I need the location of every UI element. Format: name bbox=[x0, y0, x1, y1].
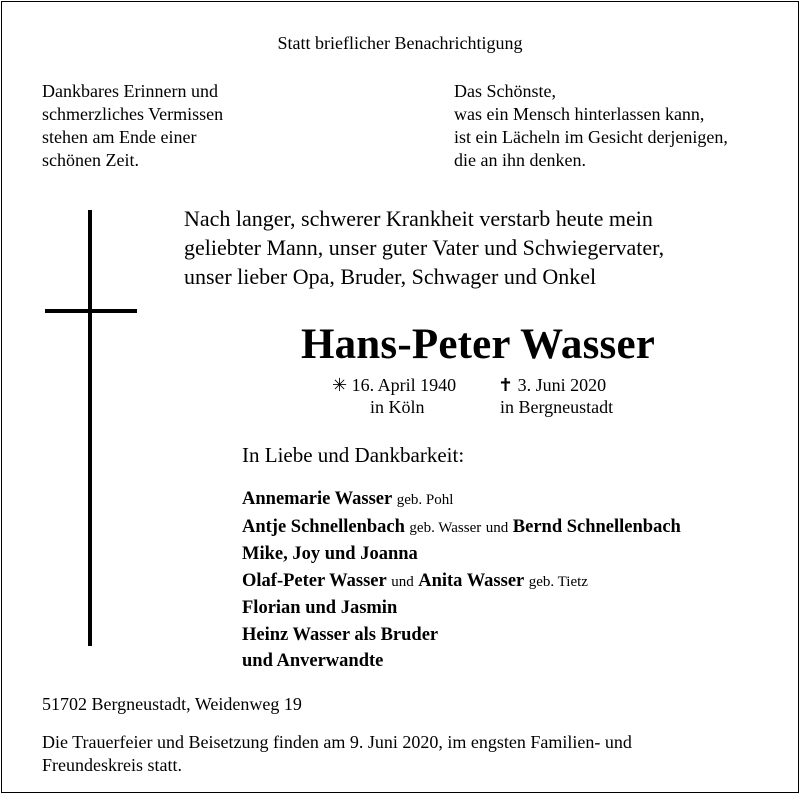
mourner-conjunction: und bbox=[391, 573, 414, 590]
mourner-name: Anita Wasser bbox=[418, 570, 525, 591]
quote-right bbox=[454, 80, 728, 172]
mourner-name: Florian und Jasmin bbox=[242, 598, 398, 618]
quote-right-line: ist ein Lächeln im Gesicht derjenigen, bbox=[454, 127, 728, 147]
mourner-line bbox=[242, 541, 681, 568]
mourner-note: geb. Pohl bbox=[396, 492, 454, 508]
mourner-name: Antje Schnellenbach bbox=[242, 516, 405, 537]
birth-place: in Köln bbox=[370, 397, 425, 417]
mourners-intro: In Liebe und Dankbarkeit: bbox=[242, 443, 465, 467]
memorial-cross-bar bbox=[45, 309, 137, 313]
mourner-name: Bernd Schnellenbach bbox=[512, 516, 681, 537]
quote-left-line: stehen am Ende einer bbox=[42, 127, 197, 147]
quote-right-line: die an ihn denken. bbox=[454, 150, 586, 170]
birth-info bbox=[332, 374, 456, 418]
funeral-notice-line: Die Trauerfeier und Beisetzung finden am 9. Juni 2020, im engsten Familien- und bbox=[42, 732, 632, 752]
quote-left-line: schmerzliches Vermissen bbox=[42, 104, 224, 124]
mourner-name: Olaf-Peter Wasser bbox=[242, 570, 387, 591]
mourner-line bbox=[242, 568, 681, 596]
memorial-cross-icon bbox=[88, 210, 92, 646]
death-date: 3. Juni 2020 bbox=[517, 375, 607, 395]
mourner-line bbox=[242, 595, 681, 622]
mourner-name: Annemarie Wasser bbox=[242, 489, 393, 509]
funeral-notice-line: Freundeskreis statt. bbox=[42, 755, 182, 775]
mourner-name: Mike, Joy und Joanna bbox=[242, 544, 418, 564]
death-place: in Bergneustadt bbox=[500, 397, 614, 417]
quote-right-line: Das Schönste, bbox=[454, 81, 556, 101]
announcement-line: geliebter Mann, unser guter Vater und Schwiegervater, bbox=[184, 235, 665, 260]
mourner-name: und Anverwandte bbox=[242, 651, 384, 671]
mourner-line bbox=[242, 622, 681, 649]
header-title: Statt brieflicher Benachrichtigung bbox=[277, 33, 523, 53]
quote-right-line: was ein Mensch hinterlassen kann, bbox=[454, 104, 705, 124]
quote-left-line: schönen Zeit. bbox=[42, 150, 139, 170]
mourner-line bbox=[242, 648, 681, 675]
quote-left-line: Dankbares Erinnern und bbox=[42, 81, 218, 101]
mourner-line bbox=[242, 514, 681, 542]
mourner-line bbox=[242, 486, 681, 514]
funeral-notice bbox=[42, 731, 632, 777]
mourner-note: geb. Wasser bbox=[409, 519, 482, 536]
deceased-name: Hans-Peter Wasser bbox=[300, 321, 656, 368]
announcement-text bbox=[184, 204, 664, 291]
mourner-name: Heinz Wasser als Bruder bbox=[242, 624, 439, 645]
quote-left bbox=[42, 80, 223, 172]
announcement-line: Nach langer, schwerer Krankheit verstarb heute mein bbox=[184, 206, 653, 231]
announcement-line: unser lieber Opa, Bruder, Schwager und Onkel bbox=[184, 264, 597, 289]
birth-star-icon: ✳ bbox=[332, 375, 348, 395]
mourner-conjunction: und bbox=[485, 519, 509, 536]
obituary-notice bbox=[1, 1, 799, 793]
mourner-note: geb. Tietz bbox=[528, 573, 588, 590]
address: 51702 Bergneustadt, Weidenweg 19 bbox=[42, 694, 302, 714]
mourners-list bbox=[242, 486, 681, 675]
death-info bbox=[498, 374, 613, 418]
death-cross-icon: ✝ bbox=[498, 375, 514, 395]
birth-date: 16. April 1940 bbox=[351, 375, 457, 395]
